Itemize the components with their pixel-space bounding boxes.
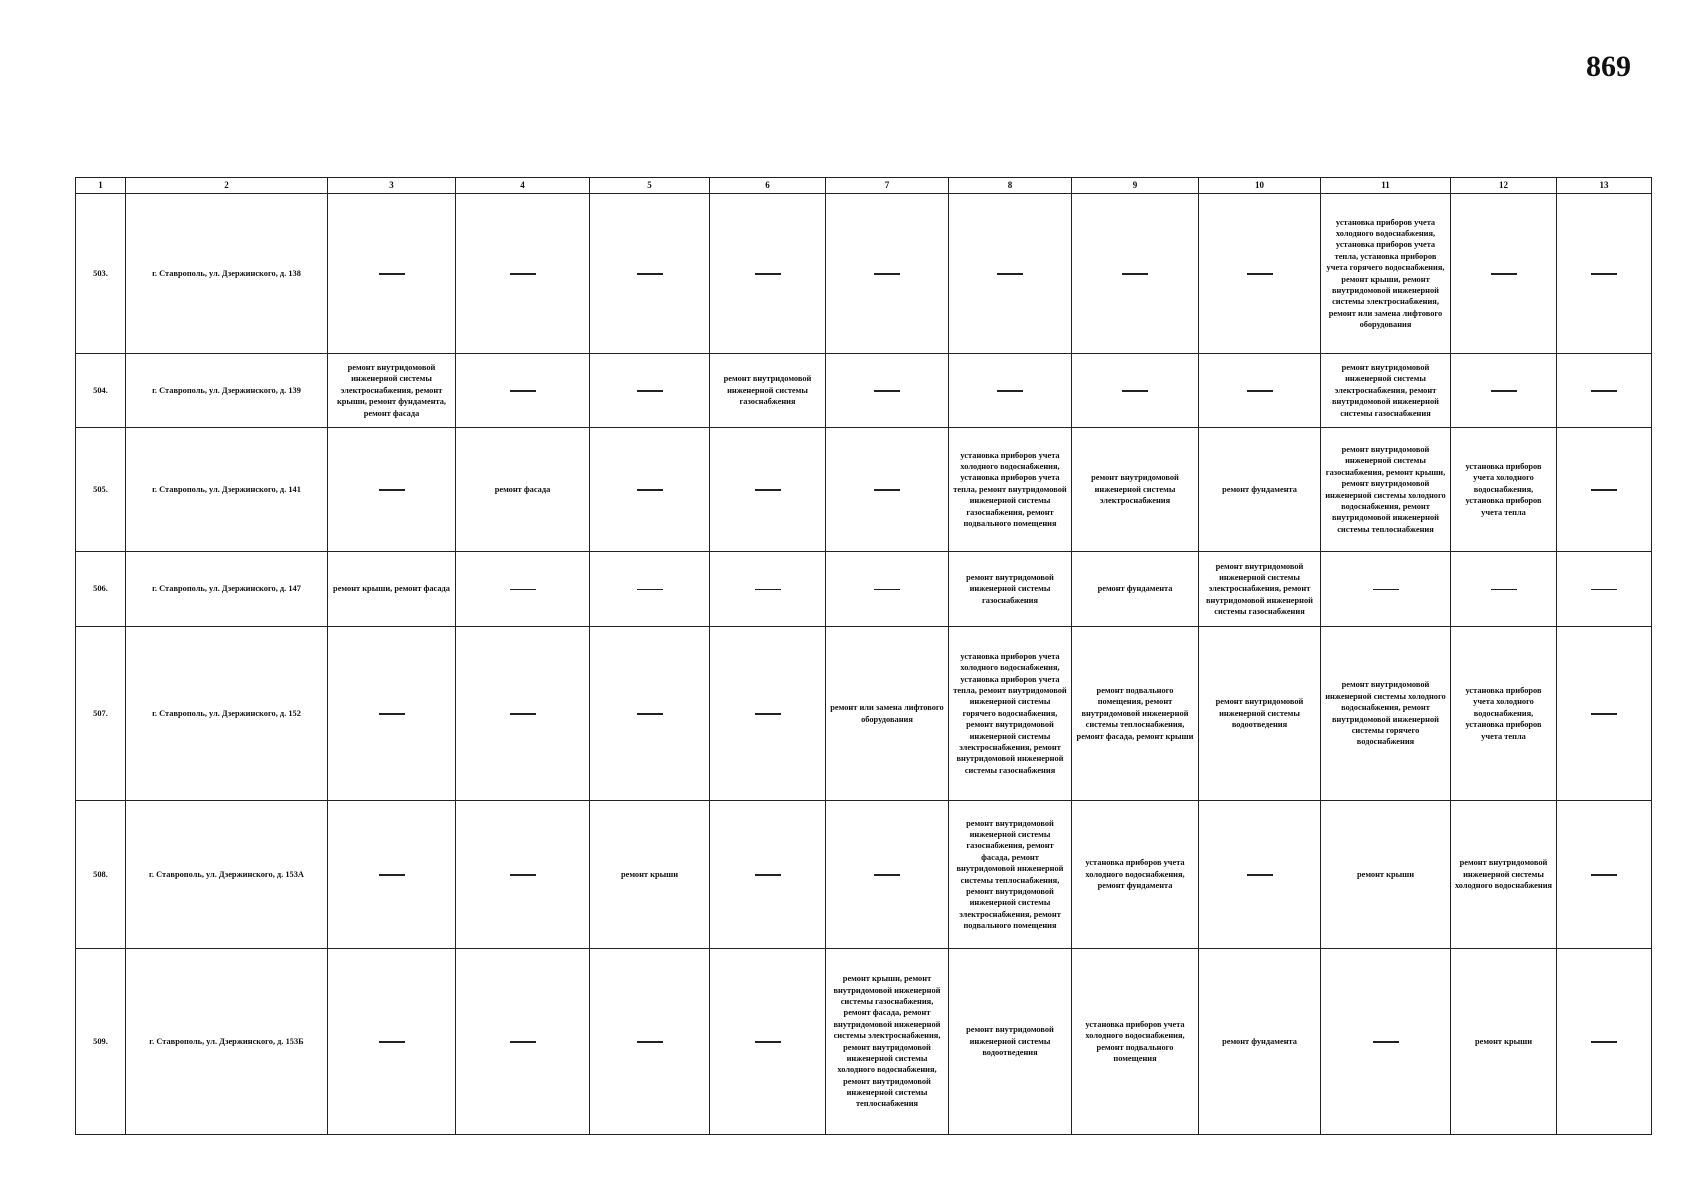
dash-mark (755, 1041, 781, 1043)
work-cell (826, 354, 949, 428)
work-cell (1451, 354, 1557, 428)
address-cell: г. Ставрополь, ул. Дзержинского, д. 141 (126, 428, 328, 552)
work-cell (710, 194, 826, 354)
work-cell: ремонт крыши (1451, 949, 1557, 1135)
row-number: 505. (76, 428, 126, 552)
work-cell: ремонт внутридомовой инженерной системы электроснабжения, ремонт крыши, ремонт фундамента, ремонт фасада (328, 354, 456, 428)
work-cell (456, 801, 590, 949)
work-cell (826, 801, 949, 949)
dash-mark (510, 273, 536, 275)
column-header: 6 (710, 178, 826, 194)
dash-mark (1591, 1041, 1617, 1043)
page-number: 869 (1586, 50, 1631, 83)
work-cell (1557, 801, 1652, 949)
work-cell: ремонт внутридомовой инженерной системы холодного водоснабжения, ремонт внутридомовой инженерной системы горячего водоснабжения (1321, 627, 1451, 801)
dash-mark (510, 874, 536, 876)
work-cell (949, 194, 1072, 354)
work-cell (1072, 354, 1199, 428)
work-cell: установка приборов учета холодного водоснабжения, ремонт фундамента (1072, 801, 1199, 949)
column-header: 7 (826, 178, 949, 194)
work-cell (710, 428, 826, 552)
dash-mark (755, 713, 781, 715)
dash-mark (1591, 273, 1617, 275)
work-cell (710, 801, 826, 949)
address-cell: г. Ставрополь, ул. Дзержинского, д. 153А (126, 801, 328, 949)
row-number: 506. (76, 552, 126, 627)
work-cell (826, 194, 949, 354)
work-cell (590, 354, 710, 428)
dash-mark (755, 489, 781, 491)
dash-mark (637, 390, 663, 392)
column-header: 1 (76, 178, 126, 194)
dash-mark (379, 273, 405, 275)
work-cell (710, 552, 826, 627)
table-row (76, 552, 1652, 627)
dash-mark (755, 874, 781, 876)
dash-mark (874, 273, 900, 275)
row-number: 508. (76, 801, 126, 949)
table-row (76, 428, 1652, 552)
work-cell (328, 194, 456, 354)
work-cell: установка приборов учета холодного водоснабжения, установка приборов учета тепла, ремонт внутридомовой инженерной системы газоснабжения, ремонт подвального помещения (949, 428, 1072, 552)
dash-mark (1591, 390, 1617, 392)
work-cell (1199, 194, 1321, 354)
dash-mark (1247, 874, 1273, 876)
address-cell: г. Ставрополь, ул. Дзержинского, д. 138 (126, 194, 328, 354)
dash-mark (1591, 713, 1617, 715)
dash-mark (379, 1041, 405, 1043)
work-cell (456, 627, 590, 801)
work-cell (328, 949, 456, 1135)
work-cell: ремонт внутридомовой инженерной системы электроснабжения (1072, 428, 1199, 552)
dash-mark (510, 589, 536, 591)
dash-mark (874, 589, 900, 591)
dash-mark (997, 390, 1023, 392)
column-header: 3 (328, 178, 456, 194)
work-cell (1199, 801, 1321, 949)
address-cell: г. Ставрополь, ул. Дзержинского, д. 139 (126, 354, 328, 428)
work-cell (826, 428, 949, 552)
dash-mark (379, 874, 405, 876)
dash-mark (637, 713, 663, 715)
dash-mark (874, 489, 900, 491)
dash-mark (637, 1041, 663, 1043)
work-cell (949, 354, 1072, 428)
work-cell: ремонт крыши (590, 801, 710, 949)
column-header: 10 (1199, 178, 1321, 194)
work-cell (1557, 949, 1652, 1135)
work-cell (1321, 552, 1451, 627)
work-cell: ремонт внутридомовой инженерной системы холодного водоснабжения (1451, 801, 1557, 949)
work-cell: установка приборов учета холодного водоснабжения, установка приборов учета тепла (1451, 428, 1557, 552)
row-number: 503. (76, 194, 126, 354)
work-cell (1451, 194, 1557, 354)
work-cell: ремонт внутридомовой инженерной системы газоснабжения (949, 552, 1072, 627)
dash-mark (1591, 874, 1617, 876)
column-number-row (76, 178, 1652, 194)
repair-schedule-table (75, 177, 1652, 1135)
address-cell: г. Ставрополь, ул. Дзержинского, д. 152 (126, 627, 328, 801)
work-cell (1557, 354, 1652, 428)
dash-mark (997, 273, 1023, 275)
work-cell: установка приборов учета холодного водоснабжения, установка приборов учета тепла (1451, 627, 1557, 801)
work-cell: ремонт подвального помещения, ремонт внутридомовой инженерной системы теплоснабжения, ремонт фасада, ремонт крыши (1072, 627, 1199, 801)
work-cell (1072, 194, 1199, 354)
work-cell: ремонт внутридомовой инженерной системы газоснабжения, ремонт крыши, ремонт внутридомовой инженерной системы холодного водоснабжения, ремонт внутридомовой инженерной системы теплоснабжения (1321, 428, 1451, 552)
work-cell: ремонт крыши, ремонт внутридомовой инженерной системы газоснабжения, ремонт фасада, ремонт внутридомовой инженерной системы электроснабжения, ремонт внутридомовой инженерной системы холодного водоснабжения, ремонт внутридомовой инженерной системы теплоснабжения (826, 949, 949, 1135)
dash-mark (510, 713, 536, 715)
dash-mark (379, 713, 405, 715)
work-cell (328, 627, 456, 801)
work-cell (1321, 949, 1451, 1135)
work-cell (1451, 552, 1557, 627)
work-cell: ремонт крыши (1321, 801, 1451, 949)
dash-mark (1491, 589, 1517, 591)
column-header: 13 (1557, 178, 1652, 194)
column-header: 4 (456, 178, 590, 194)
dash-mark (1491, 390, 1517, 392)
dash-mark (1122, 273, 1148, 275)
work-cell (590, 428, 710, 552)
work-cell: установка приборов учета холодного водоснабжения, установка приборов учета тепла, ремонт внутридомовой инженерной системы горячего водоснабжения, ремонт внутридомовой инженерной системы электроснабжения, ремонт внутридомовой инженерной системы газоснабжения (949, 627, 1072, 801)
column-header: 5 (590, 178, 710, 194)
dash-mark (755, 273, 781, 275)
dash-mark (379, 489, 405, 491)
work-cell (826, 552, 949, 627)
row-number: 504. (76, 354, 126, 428)
work-cell: ремонт фасада (456, 428, 590, 552)
work-cell (590, 627, 710, 801)
work-cell (1199, 354, 1321, 428)
dash-mark (874, 874, 900, 876)
work-cell (456, 194, 590, 354)
address-cell: г. Ставрополь, ул. Дзержинского, д. 153Б (126, 949, 328, 1135)
work-cell (456, 949, 590, 1135)
work-cell (710, 627, 826, 801)
dash-mark (874, 390, 900, 392)
work-cell (1557, 194, 1652, 354)
work-cell (1557, 627, 1652, 801)
work-cell (590, 949, 710, 1135)
dash-mark (510, 390, 536, 392)
dash-mark (637, 589, 663, 591)
address-cell: г. Ставрополь, ул. Дзержинского, д. 147 (126, 552, 328, 627)
column-header: 2 (126, 178, 328, 194)
work-cell (590, 552, 710, 627)
dash-mark (755, 589, 781, 591)
work-cell (328, 428, 456, 552)
work-cell (456, 354, 590, 428)
work-cell: ремонт крыши, ремонт фасада (328, 552, 456, 627)
work-cell (710, 949, 826, 1135)
dash-mark (1373, 1041, 1399, 1043)
dash-mark (1591, 589, 1617, 591)
work-cell: ремонт фундамента (1199, 949, 1321, 1135)
dash-mark (1247, 273, 1273, 275)
table-row (76, 801, 1652, 949)
dash-mark (1491, 273, 1517, 275)
work-cell: ремонт фундамента (1072, 552, 1199, 627)
dash-mark (637, 273, 663, 275)
column-header: 11 (1321, 178, 1451, 194)
table-row (76, 949, 1652, 1135)
work-cell (456, 552, 590, 627)
row-number: 509. (76, 949, 126, 1135)
work-cell: ремонт внутридомовой инженерной системы газоснабжения (710, 354, 826, 428)
work-cell: ремонт внутридомовой инженерной системы водоотведения (949, 949, 1072, 1135)
column-header: 8 (949, 178, 1072, 194)
row-number: 507. (76, 627, 126, 801)
work-cell: ремонт внутридомовой инженерной системы водоотведения (1199, 627, 1321, 801)
work-cell: ремонт фундамента (1199, 428, 1321, 552)
dash-mark (637, 489, 663, 491)
work-cell (328, 801, 456, 949)
column-header: 9 (1072, 178, 1199, 194)
dash-mark (1122, 390, 1148, 392)
work-cell (1557, 552, 1652, 627)
work-cell (590, 194, 710, 354)
work-cell: установка приборов учета холодного водоснабжения, установка приборов учета тепла, установка приборов учета горячего водоснабжения, ремонт крыши, ремонт внутридомовой инженерной системы электроснабжения, ремонт или замена лифтового оборудования (1321, 194, 1451, 354)
column-header: 12 (1451, 178, 1557, 194)
work-cell: ремонт внутридомовой инженерной системы электроснабжения, ремонт внутридомовой инженерной системы газоснабжения (1321, 354, 1451, 428)
table-row (76, 627, 1652, 801)
table-row (76, 354, 1652, 428)
work-cell (1557, 428, 1652, 552)
dash-mark (510, 1041, 536, 1043)
dash-mark (1247, 390, 1273, 392)
work-cell: ремонт внутридомовой инженерной системы электроснабжения, ремонт внутридомовой инженерной системы газоснабжения (1199, 552, 1321, 627)
dash-mark (1373, 589, 1399, 591)
work-cell: установка приборов учета холодного водоснабжения, ремонт подвального помещения (1072, 949, 1199, 1135)
work-cell: ремонт внутридомовой инженерной системы газоснабжения, ремонт фасада, ремонт внутридомовой инженерной системы теплоснабжения, ремонт внутридомовой инженерной системы электроснабжения, ремонт подвального помещения (949, 801, 1072, 949)
work-cell: ремонт или замена лифтового оборудования (826, 627, 949, 801)
dash-mark (1591, 489, 1617, 491)
table-row (76, 194, 1652, 354)
